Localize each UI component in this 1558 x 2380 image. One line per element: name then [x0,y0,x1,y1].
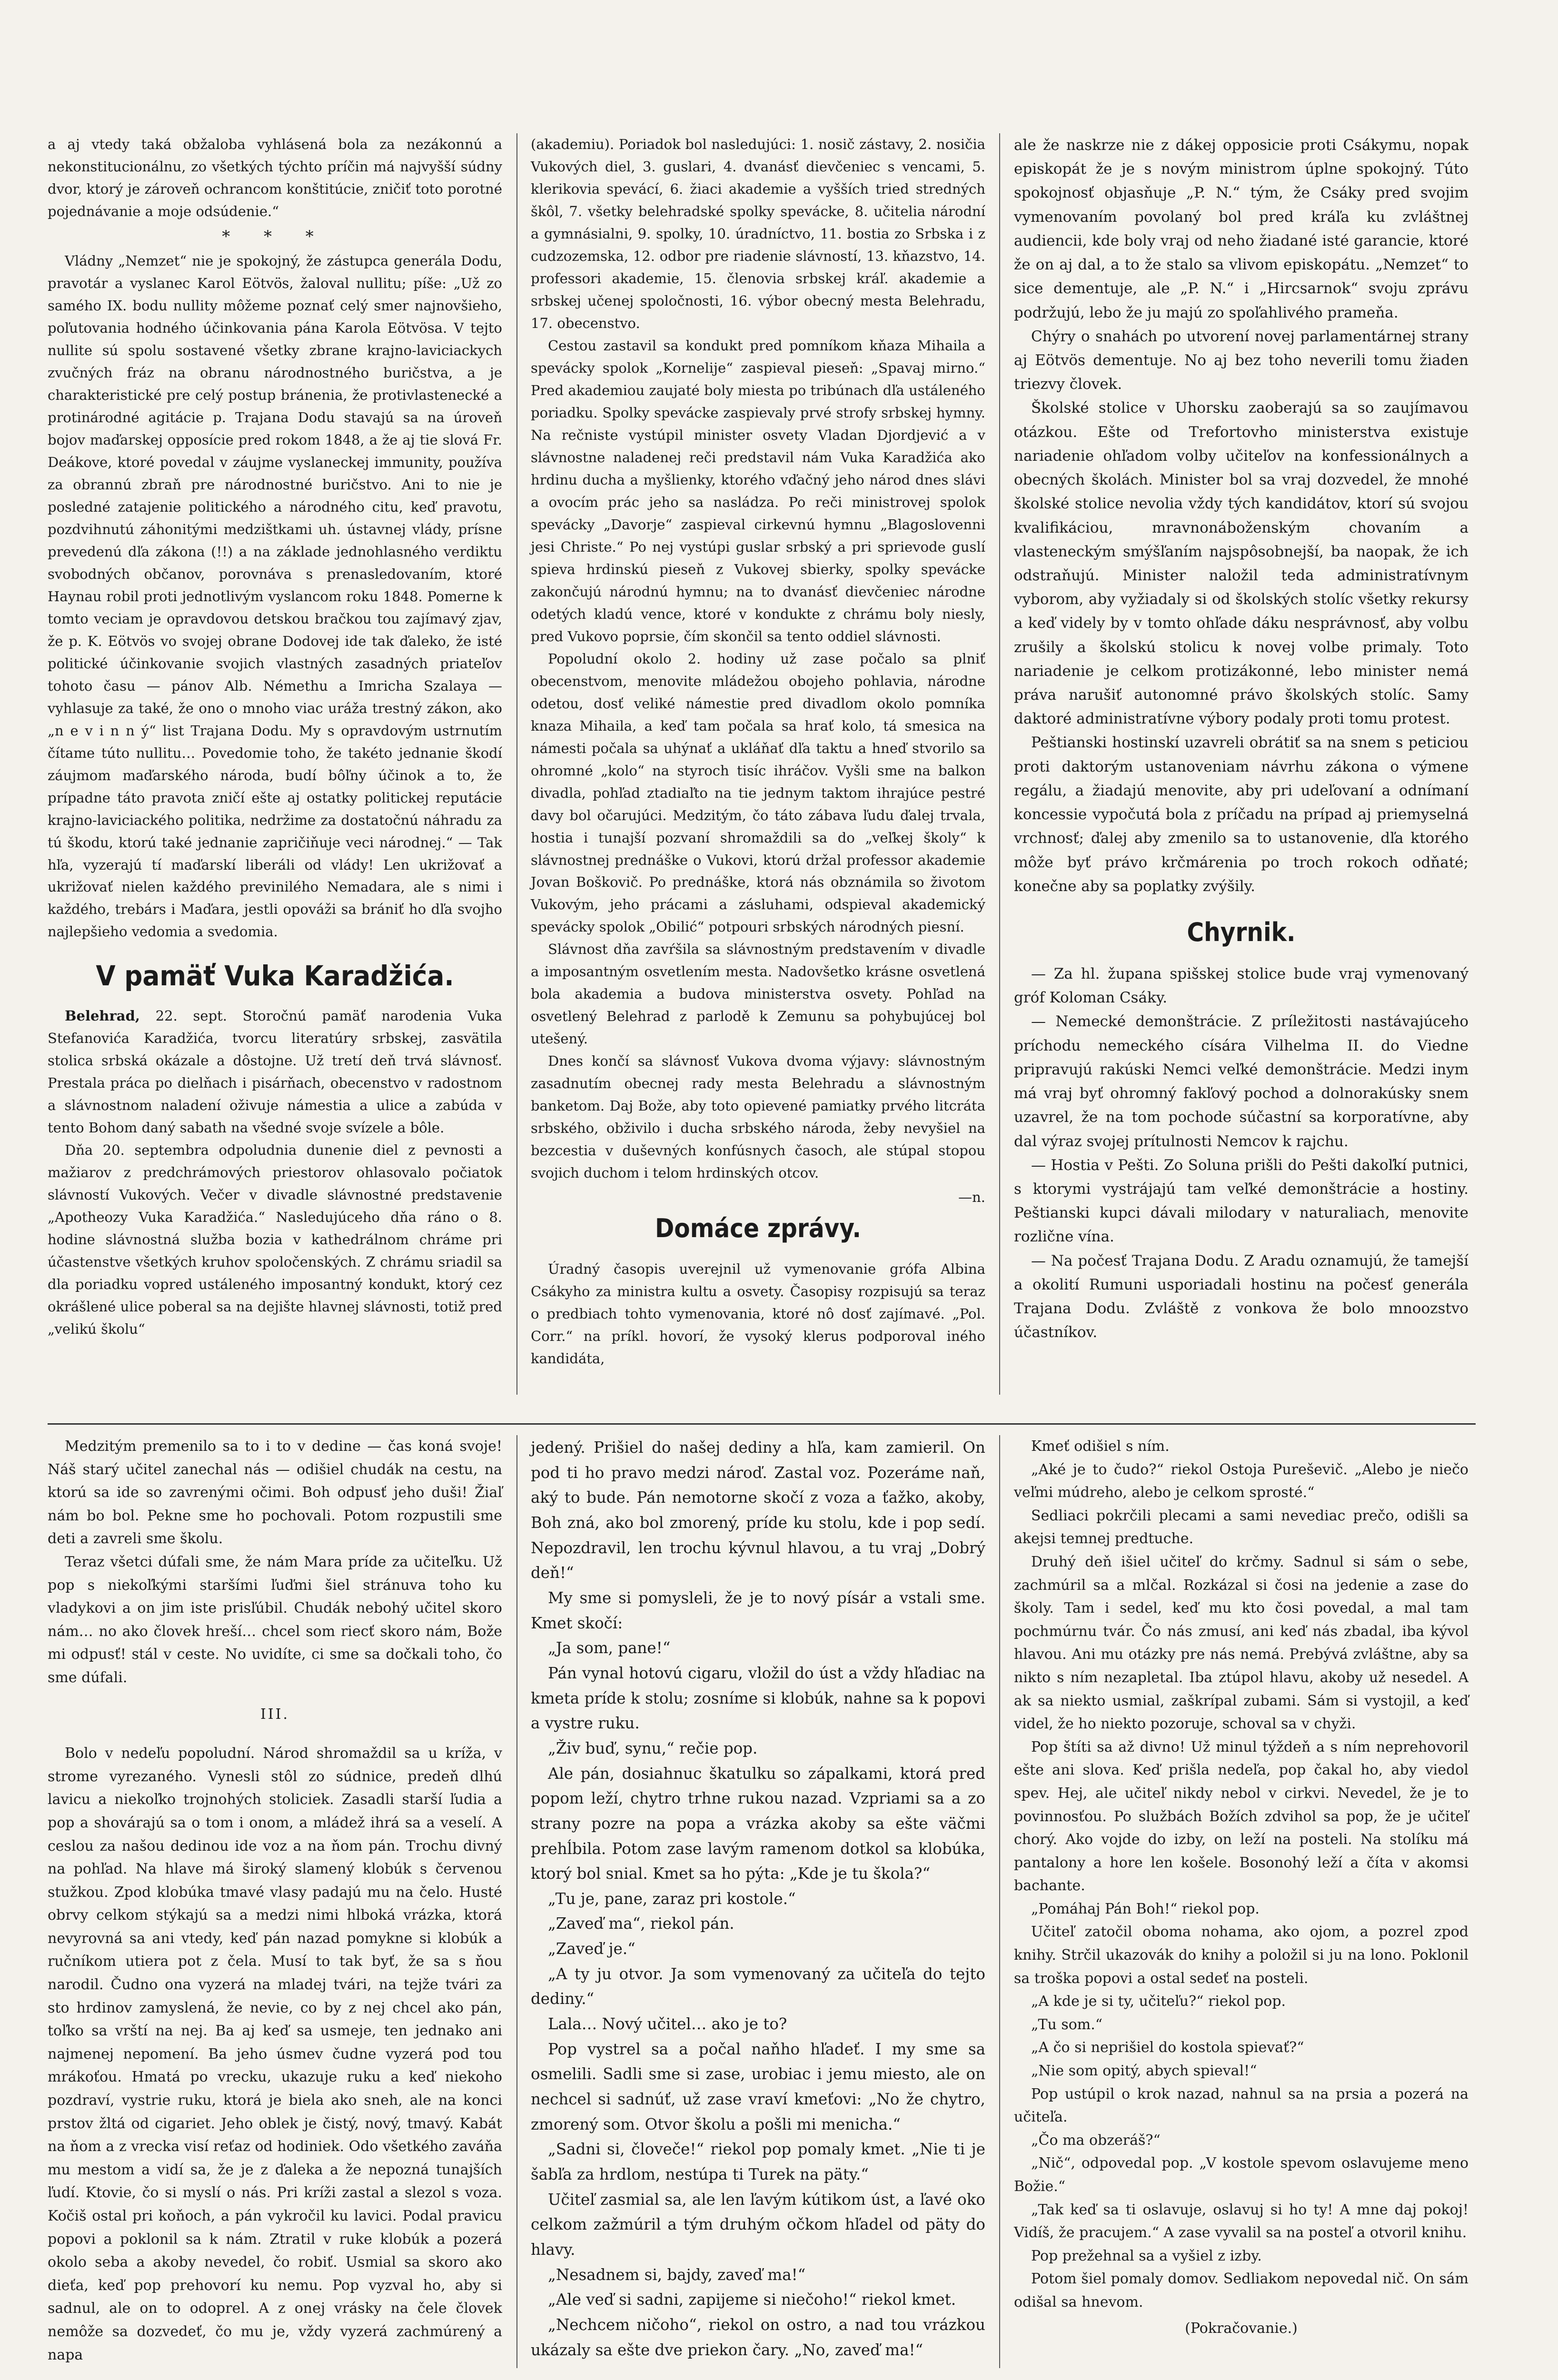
dialog-line: Pop prežehnal sa a vyšiel z izby. [1031,2247,1262,2264]
vuka-karadzica-headline: V pamäť Vuka Karadžića. [96,960,454,992]
bottom-column-1 [48,1435,502,2367]
dialog-line: Lala… Nový učitel… ako je to? [548,2015,787,2033]
top-column-2 [531,133,985,1370]
afternoon-celebration: Popoludní okolo 2. hodiny už zase počalo sa plniť obecenstvom, menovite mládežou obojeho pohlavia, národne odetou, dosť veliké námestie pred divadlom okolo pomníka knaza Mihaila, a keď tam počala sa hrať kolo, tá smesica na námesti počala sa uhýnať a ukláňať dľa taktu a hneď stvorilo sa ohromné „kolo“ na styroch tisíc ihráčov. Vyšli sme na balkon divadla, pohľad ztadiaľto na tie jednym taktom ihrajúce pestré davy bol očarujúci. Medzitým, čo táto zábava ľudu ďalej trvala, hostia i tunajší pozvaní shromaždili sa do „veľkej školy“ k slávnostnej prednáške o Vukovi, ktorú držal professor akademie Jovan Boškovič. Po prednáške, ktorá nás obznámila so životom Vukovým, jeho prácami a zásluhami, odspieval akademický spevácky spolok „Obilić“ potpouri srbských národných piesní. [531,650,985,935]
newspaper-page [48,133,1476,2370]
dialog-line: „A kde je si ty, učiteľu?“ riekol pop. [1031,1993,1286,2010]
chyrnik-heading: Chyrnik. [1187,917,1296,947]
domace-zpravy-heading: Domáce zprávy. [655,1213,862,1244]
dialog-line: Učiteľ zasmial sa, ale len ľavým kútikom úst, a ľavé oko celkom zažmúril a tým druhým očkom hľadel od päty do hlavy. [531,2190,985,2259]
column-rule [999,1435,1000,2368]
bottom-column-2 [531,1435,985,2362]
column-rule [999,133,1000,1395]
dialog-line: „Tu som.“ [1031,2016,1103,2033]
evening-celebration: Slávnost dňa zavŕšila sa slávnostným predstavením v divadle a imposantným osvetlením mesta. Nadovšetko krásne osvetlená bola akademia a budova ministerstva osvety. Pohľad na osvetlený Belehrad z parlodě k Zemunu sa pohybujúcej bol utešený. [531,941,985,1047]
dialog-line: „Nechcem ničoho“, riekol on ostro, a nad tou vrázkou ukázaly sa ešte dve priekon čary. „No, zaveď ma!“ [531,2315,985,2359]
dialog-line: „A čo si neprišiel do kostola spievať?“ [1031,2039,1304,2056]
dialog-line: Potom šiel pomaly domov. Sedliakom nepovedal nič. On sám odišal sa hnevom. [1014,2271,1469,2311]
csaky-appointment: Úradný časopis uverejnil už vymenovanie grófa Albina Csákyho za ministra kultu a osvety. Časopisy rozpisujú sa teraz o predbiach tohto vymenovania, ktoré nô dosť zajímavé. „Pol. Corr.“ na príkl. hovorí, že vysoký klerus podporoval iného kandidáta, [531,1261,985,1367]
nullity-text: a aj vtedy taká obžaloba vyhlásená bola za nezákonnú a nekonstitucionálnu, zo všetkých týchto príčin má najvyšší súdny dvor, ktorý je zároveň ochrancom konštitúcie, zničiť toto porotné pojednávanie a moje odsúdenie.“ [48,136,502,219]
bottom-column-3 [1014,1435,1469,2340]
dialog-line: Pop vystrel sa a počal naňho hľadeť. I my sme sa osmelili. Sadli sme si zase, urobiac i jemu miesto, ale on nechcel si sadnúť, už zase vraví kmeťovi: „No že chytro, zmorený som. Otvor školu a pošli mi menicha.“ [531,2040,985,2133]
news-item-zupan: — Za hl. župana spišskej stolice bude vraj vymenovaný gróf Koloman Csáky. [1014,965,1469,1007]
dialog-line: Druhý deň išiel učiteľ do krčmy. Sadnul si sám o sebe, zachmúril sa a mlčal. Rozkázal si čosi na jedenie a zase do školy. Tam i sedel, keď mu kto čosi povedal, a mal tam pochmúrnu tvár. Čo nás zmusí, ani keď nás zbadal, iba kývol hlavou. Ani mu otázky pre nás nemá. Prebývá zvláštne, aby sa nikto s ním nezapletal. Iba ztúpol hlavu, akoby už nesedel. A ak sa niekto usmial, zaškrípal zubami. Sám si vystojil, a keď videl, že ho niekto pozoruje, schoval sa v chyži. [1014,1553,1469,1733]
dialog-line: Učiteľ zatočil oboma nohama, ako ojom, a pozrel zpod knihy. Strčil ukazovák do knihy a položil si ju na lono. Poklonil sa troška popovi a ostal sedeť na posteli. [1014,1924,1469,1987]
dialog-line: „Aké je to čudo?“ riekol Ostoja Pureševič. „Alebo je niečo veľmi múdreho, alebo je celkom sprosté.“ [1014,1461,1469,1501]
closing-day: Dnes končí sa slávnosť Vukova dvoma výjavy: slávnostným zasadnutím obecnej rady mesta Belehradu a slávnostným banketom. Daj Bože, aby toto opievené pamiatky prvého litcráta srbského, obživilo i ducha srbského národa, žeby nevyšiel na bezcestia v duševných konfúsnych časoch, ale stúpal stopou svojich duchom i telom hrdinských otcov. [531,1053,985,1181]
to-be-continued: (Pokračovanie.) [1185,2320,1298,2337]
episcopate-text: ale že naskrze nie z dákej opposicie proti Csákymu, nopak episkopát že je s novým ministrom úplne spokojný. Túto spokojnosť objasňuje „P. N.“ tým, že Csáky pred svojim vymenovaním povolaný bol pred kráľa ku zvláštnej audiencii, kde boly vraj od neho žiadané isté garancie, ktoré že on aj dal, a to že stalo sa vlivom episkopátu. „Nemzet“ to sice dementuje, ale „P. N.“ i „Hircsarnok“ svoju zprávu podržujú, lebo že ju majú zo spoľahlivého prameňa. [1014,137,1469,321]
dialog-line: „Nesadnem si, bajdy, zaveď ma!“ [548,2265,806,2284]
dialog-line: Kmeť odišiel s ním. [1031,1438,1170,1455]
vuka-article-intro [48,1005,502,1139]
school-boards: Školské stolice v Uhorsku zaoberajú sa so zaujímavou otázkou. Ešte od Trefortovho ministerstva existuje nariadenie ohľadom volby učiteľov na konfessionálnych a obecných školách. Minister bol sa vraj dozvedel, že mnohé školské stolice nevolia vždy tých kandidátov, ktorí sú svojou kvalifikáciou, mravnonáboženským chovaním a vlasteneckým smýšľaním najspôsobnejší, ba naopak, že ich odstraňujú. Minister naložil teda administratívnym vyborom, aby vyžiadaly si od školských stolíc všetky rekursy a keď videly by v tomto ohľade dáku nesprávnosť, aby volbu zrušily a školskú stolicu k novej volbe primaly. Toto nariadenie je celkom protizákonné, lebo minister nemá práva narušiť autonomné právo školských stolíc. Samy daktoré administratívne výbory podaly proti tomu protest. [1014,399,1469,728]
dialog-line: „Ja som, pane!“ [548,1639,671,1657]
chapter-number: III. [260,1706,290,1723]
top-column-1 [48,133,502,1340]
column-rule [516,133,517,1395]
dialog-line: My sme si pomysleli, že je to nový písár a vstali sme. Kmet skočí: [531,1588,985,1632]
dialog-line: Pop ustúpil o krok nazad, nahnul sa na prsia a pozerá na učiteľa. [1014,2085,1469,2126]
procession-description: Cestou zastavil sa kondukt pred pomníkom kňaza Mihaila a spevácky spolok „Kornelije“ zaspieval pieseň: „Spavaj mirno.“ Pred akademiou zaujaté boly miesta po tribúnach dľa ustáleného poriadku. Spolky spevácke zaspievaly prvé strofy srbskej hymny. Na rečniste vystúpil minister osvety Vladan Djordjević a v slávnostne naladenej reči predstavil nám Vuka Karadžića ako hrdinu ducha a myšlienky, ktorého vďačný jeho národ dnes slávi a ovocím prác jeho sa nasládza. Po reči ministrovej spolok spevácky „Davorje“ zaspieval cirkevnú hymnu „Blagoslovenni jesi Christe.“ Po nej vystúpi guslar srbský a pri sprievode guslí spieva hrdinskú pieseň z Vukovej sbierky, spolky spevácke zakončujú národnú hymnu; na to dvanásť dievčeniec národne odetých kladú vence, ktoré v kondukte z chrámu boly niesly, pred Vukovo poprsie, čím skončil sa tento oddiel slávnosti. [531,337,985,645]
dialog-line: „Živ buď, synu,“ rečie pop. [548,1739,758,1757]
vuka-article-body: Dňa 20. septembra odpoludnia dunenie diel z pevnosti a mažiarov z predchrámových priestorov ohlasovalo počiatok slávností Vukových. Večer v divadle slávnostné predstavenie „Apotheozy Vuka Karadžića.“ Nasledujúceho dňa ráno o 8. hodine slávnostná služba bozia v kathedrálnom chráme pri účastenstve všetkých kruhov spoločenských. Z chrámu sriadil sa dla poriadku vopred ustáleného imposantný kondukt, ktorý cez okrášlené ulice poberal sa na dejište hlavnej slávnosti, totiž pred „velikú školu“ [48,1142,502,1338]
dialog-line: „Zaveď je.“ [548,1940,635,1958]
dialog-line: „Nič“, odpovedal pop. „V kostole spevom oslavujeme meno Božie.“ [1014,2155,1469,2195]
innkeepers-petition: Peštianski hostinskí uzavreli obrátiť sa na snem s peticiou proti daktorým ustanoveniam návrhu zákona o výmene regálu, a žiadajú menovite, aby pri udeľovaní a odnímaní koncessie vypočutá bola z príčadu na prípad aj priemyselná vrchnosť; ďalej aby zmenilo sa to ustanovenie, dľa ktorého môže byť právo krčmárenia po troch rokoch odňaté; konečne aby sa poplatky zvýšily. [1014,734,1469,895]
dialog-line: „A ty ju otvor. Ja som vymenovaný za učiteľa do tejto dediny.“ [531,1964,985,2008]
dialog-line: „Nie som opitý, abych spieval!“ [1031,2063,1257,2080]
top-column-3 [1014,133,1469,1345]
section-divider-stars: * * * [222,227,328,246]
news-item-guests: — Hostia v Pešti. Zo Soluna prišli do Pešti dakoľkí putnici, s ktorymi vystrájajú tam veľké demonštrácie a hostiny. Peštianski kupci dávali milodary v naturaliach, menovite rozlične vína. [1014,1156,1469,1246]
dialog-line: „Čo ma obzeráš?“ [1031,2132,1161,2149]
dialog-line: Pop štíti sa až divno! Už minul týždeň a s ním neprehovoril ešte ani slova. Keď prišla nedeľa, pop čakal ho, aby viedol spev. Hej, ale učiteľ nikdy nebol v cirkvi. Nevedel, že je to povinnosťou. Po službách Božích zdvihol sa pop, že je učiteľ chorý. Ako vojde do izby, on leží na posteli. Na stolíku má pantalony a hore len košele. Bosonohý leží a číta v akomsi bachante. [1014,1738,1469,1894]
column-rule [516,1435,517,2368]
dateline: Belehrad, [65,1008,140,1024]
story-paragraph-2: Teraz všetci dúfali sme, že nám Mara príde za učiteľku. Už pop s niekoľkými staršími ľuďmi šiel stránuva toho ku vladykovi a on jim iste prisľúbil. Chudák nebohý učitel skoro nám… no ako človek hreší… chcel som riecť skoro nám, Bože mi odpusť! stál v ceste. No uvidíte, ci sme sa dočkali toho, čo sme dúfali. [48,1553,502,1686]
vuka-intro-text: 22. sept. Storočnú pamäť narodenia Vuka Stefanovića Karadžića, tvorcu literatúry srbskej, zasvätila stolica srbská okázale a dôstojne. Už tretí deň trvá slávnosť. Prestala práca po dielňach i pisárňach, obecenstvo v radostnom a slávnostnom naladení oživuje námestia a ulice a zabúda v tento Bohom daný sabath na všedné svoje svízele a bôle. [48,1008,502,1136]
dialog-line: „Sadni si, človeče!“ riekol pop pomaly kmet. „Nie ti je šabľa za hrdlom, nestúpa ti Turek na päty.“ [531,2140,985,2184]
dialog-line: „Tu je, pane, zaraz pri kostole.“ [548,1889,796,1908]
feuilleton-separator [48,1423,1476,1425]
story-continuation: jedený. Prišiel do našej dediny a hľa, kam zamieril. On pod ti ho pravo medzi nároď. Zastal voz. Pozeráme naň, aký to bude. Pán nemotorne skočí z voza a ťažko, akoby, Boh zná, ako bol zmorený, príde ku stolu, kde i pop sedí. Nepozdravil, len trochu kývnul hlavou, a tu vraj „Dobrý deň!“ [531,1438,985,1582]
dialog-line: Sedliaci pokrčili plecami a sami nevediac prečo, odišli sa akejsi temnej predtuche. [1014,1507,1469,1547]
dialog-line: „Ale veď si sadni, zapijeme si niečoho!“ riekol kmet. [548,2291,956,2309]
nemzet-article: Vládny „Nemzet“ nie je spokojný, že zástupca generála Dodu, pravotár a vyslanec Karol Eötvös, žaloval nullitu; píše: „Už zo samého IX. bodu nullity môžeme poznať celý smer najnovšieho, poľutovania hodného účinkovania pána Karola Eötvösa. V tejto nullite sú spolu sostavené všetky zbrane krajno-laviciackych zvučných fráz na obranu národnostného buričstva, a je charakteristické pre celý postup bránenia, že protivlastenecké a protinárodné agitácie p. Trajana Dodu stavajú sa na úroveň bojov maďarskej opposície pred rokom 1848, a že aj tie slová Fr. Deákove, ktoré povedal v záujme vyslaneckej immunity, používa za obrannú zbraň pre národnostné buričstvo. Ani to nie je posledné zatajenie politického a národného citu, keď pravotu, pozdvihnutú záhonitými medzištkami uh. ústavnej vlády, prísne prevedenú dľa zákona (!!) a na základe jednohlasného verdiktu svobodných občanov, porovnáva s prenasledovaním, ktoré Haynau robil proti jednotlivým vyslancom roku 1848. Pomerne k tomto veciam je opravdovou detskou bračkou tou zajímavý zjav, že p. K. Eötvös vo svojej obrane Dodovej ide tak ďaleko, že isté politické účinkovanie svojich vlastných zasadných priateľov tohoto času — pánov Alb. Némethu a Imricha Szalaya — vyhlasuje za také, že ono o mnoho viac uráža trestný zákon, ako „n e v i n n ý“ list Trajana Dodu. My s opravdovým ustrnutím čítame túto nullitu… Povedomie toho, že takéto jednanie škodí záujmom maďarského národa, budí bôľny účinok a to, že prípadne táto pravota zničí ešte aj ostatky politickej reputácie krajno-laviciackého politika, nedržime za dostatočnú náhradu za tú škodu, ktorú také jednanie zapričiňuje veci národnej.“ — Tak hľa, vyzerajú tí maďarskí liberáli od vlády! Len ukrižovať a ukrižovať nielen každého previnilého Nemadara, ale s nimi i každého, trebárs i Maďara, jestli opováži sa brániť ho dľa svojho najlepšieho vedomia a svedomia. [48,252,502,940]
news-item-dodu: — Na počesť Trajana Dodu. Z Aradu oznamujú, že tamejší a okolití Rumuni usporiadali hostinu na počesť generála Trajana Dodu. Zvláště z vonkova že bolo mnoozstvo účastníkov. [1014,1252,1469,1341]
article-signature: —n. [958,1189,985,1206]
dialog-line: „Pomáhaj Pán Boh!“ riekol pop. [1031,1900,1260,1917]
new-party-rumors: Chýry o snahách po utvorení novej parlamentárnej strany aj Eötvös dementuje. No aj bez toho neverili tomu žiaden triezvy človek. [1014,327,1469,393]
dialog-line: „Tak keď sa ti oslavuje, oslavuj si ho ty! A mne daj pokoj! Vidíš, že pracujem.“ A zase vyvalil sa na posteľ a otvoril knihu. [1014,2201,1469,2241]
story-paragraph-3: Bolo v nedeľu popoludní. Národ shromaždil sa u kríža, v strome vyrezaného. Vynesli stôl zo súdnice, predeň dlhú lavicu a niekoľko trojnohých stoliciek. Zasadli starší ľudia a pop a shovárajú sa o tom i onom, a mládež ihrá sa a veselí. A ceslou za našou dedinou ide voz a na ňom pán. Trochu divný na pohľad. Na hlave má široký slamený klobúk s červenou stužkou. Zpod klobúka tmavé vlasy padajú mu na čelo. Husté obrvy celkom stýkajú sa a medzi nimi hlboká vrázka, ktorá nevyrovná sa ani vtedy, keď pán nazad pomykne si klobúk a ručníkom utiera pot z čela. Musí to tak byť, že sa s ňou narodil. Čudno ona vyzerá na mladej tvári, na tejže tvári za sto hrdinov zamyslená, že nevie, co by z nej chcel ako pán, toľko sa vrští na nej. Ba aj keď sa usmeje, ten jednako ani najmenej nepomení. Ba jeho úsmev čudne vyzerá pod tou mrákoťou. Hmatá po vrecku, ukazuje ruku a keď niekoho pozdraví, vystrie ruku, ktorá je biela ako sneh, ale na konci prstov žltá od cigariet. Jeho oblek je čistý, nový, tmavý. Kabát na ňom a z vrecka visí reťaz od hodiniek. Odo všetkého zaváňa mu mestom a vidí sa, že je z ďaleka a že nepozná tunajších ľudí. Ktovie, čo si myslí o nás. Pri kríži zastal a slezol s voza. Kočiš ostal pri koňoch, a pán vykročil ku lavici. Podal pravicu popovi a poklonil sa k nám. Ztratil v ruke klobúk a pozerá okolo seba a akoby nevedel, čo robiť. Usmial sa skoro ako dieťa, keď pop prehovorí ku nemu. Pop vyzval ho, aby si sadnul, ale on to odoprel. A z onej vrásky na čele človek nemôže sa dozvedeť, čo mu je, vždy vyzerá zachmúrený a napa [48,1745,502,2363]
story-paragraph-1: Medzitým premenilo sa to i to v dedine — čas koná svoje! Náš starý učitel zanechal nás — odišiel chudák na cestu, na ktorú sa ide so zavrenými očimi. Boh odpusť jeho duši! Žiaľ nám bo bol. Pekne sme ho pochovali. Potom rozpustili sme deti a zavreli sme školu. [48,1438,502,1547]
dialog-line: „Zaveď ma“, riekol pán. [548,1914,734,1933]
news-item-demonstrations: — Nemecké demonštrácie. Z príležitosti nastávajúceho príchodu nemeckého císára Vilhelma II. do Viedne pripravujú rakúski Nemci veľké demonštrácie. Medzi inym má vraj byť ohromný fakľový pochod a dolnorakúsky snem uzavrel, že na tom pochode súčastní sa korporatívne, aby dal výraz svojej prítulnosti Nemcov k rajchu. [1014,1013,1469,1150]
dialog-line: Pán vynal hotovú cigaru, vložil do úst a vždy hľadiac na kmeta príde k stolu; zosníme si klobúk, nahne sa k popovi a vystre ruku. [531,1664,985,1733]
dialog-line: Ale pán, dosiahnuc škatulku so zápalkami, ktorá pred popom leží, chytro trhne rukou nazad. Vzpriami sa a zo strany pozre na popa a vrázka akoby sa ešte väčmi prehĺbila. Potom zase lavým ramenom dotkol sa klobúka, ktorý bol snial. Kmet sa ho pýta: „Kde je tu škola?“ [531,1764,985,1883]
procession-order: (akademiu). Poriadok bol nasledujúci: 1. nosič zástavy, 2. nosičia Vukových diel, 3. guslari, 4. dvanásť dievčeniec s vencami, 5. klerikovia spevácí, 6. žiaci akademie a vyšších tried stredných škôl, 7. všetky belehradské spolky spevácke, 8. učitelia národní a gymnásialni, 9. spolky, 10. úradníctvo, 11. bostia zo Srbska i z cudzozemska, 12. odbor pre riadenie slávností, 13. kňazstvo, 14. professori akademie, 15. členovia srbskej kráľ. akademie a srbskej učenej spoločnosti, 16. výbor obecný mesta Belehradu, 17. obecenstvo. [531,136,985,331]
